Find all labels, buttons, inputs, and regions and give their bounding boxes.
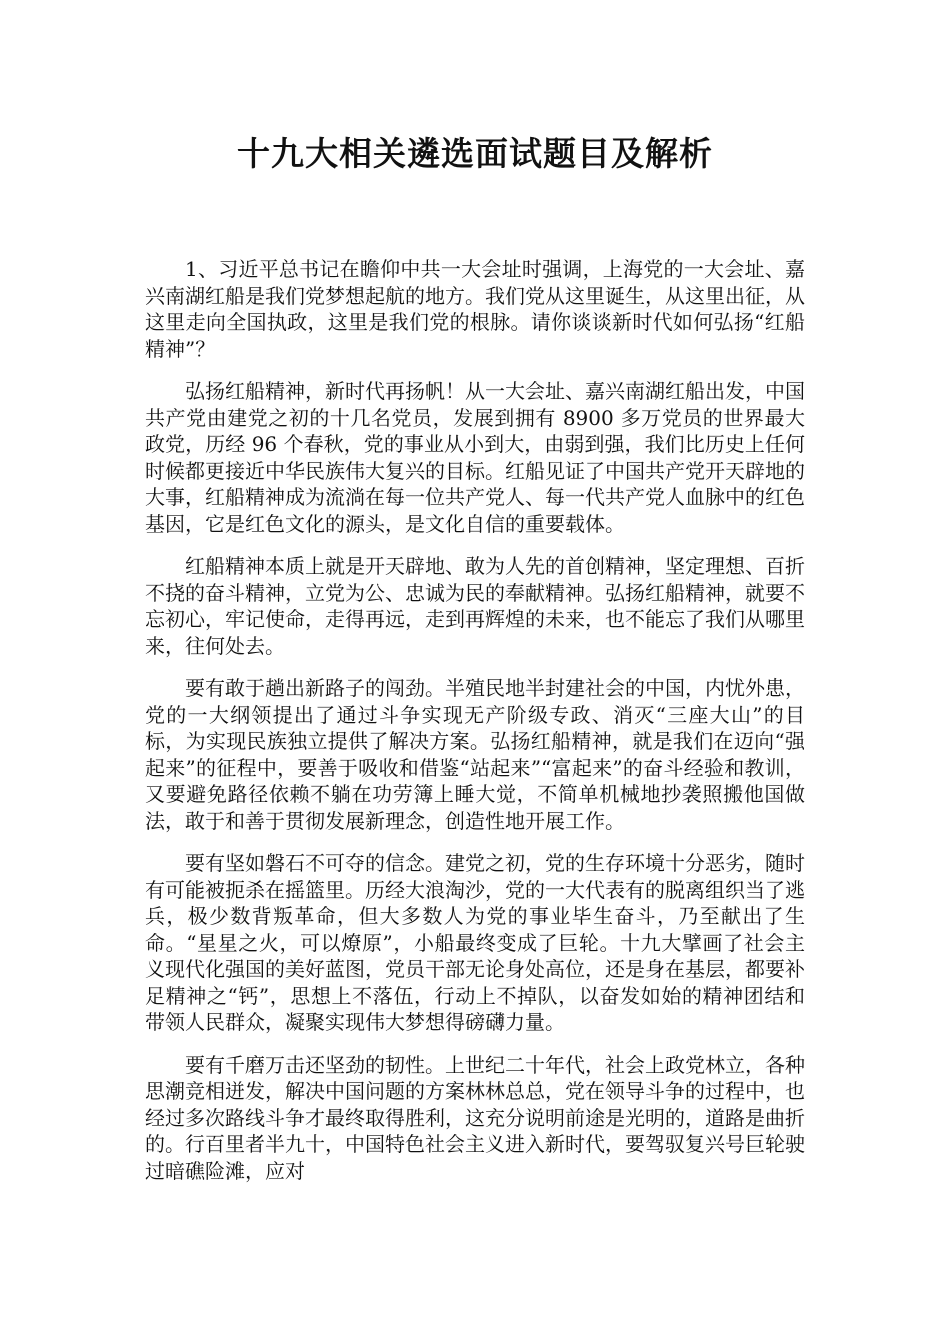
- document-title: 十九大相关遴选面试题目及解析: [237, 134, 713, 173]
- document-body: [145, 256, 805, 1200]
- paragraph: 要有千磨万击还坚劲的韧性。上世纪二十年代，社会上政党林立，各种思潮竞相迸发，解决中国问题的方案林林总总，党在领导斗争的过程中，也经过多次路线斗争才最终取得胜利，这充分说明前途是光明的，道路是曲折的。行百里者半九十，中国特色社会主义进入新时代，要驾驭复兴号巨轮驶过暗礁险滩，应对: [145, 1052, 805, 1183]
- paragraph-question: 1、习近平总书记在瞻仰中共一大会址时强调，上海党的一大会址、嘉兴南湖红船是我们党梦想起航的地方。我们党从这里诞生，从这里出征，从这里走向全国执政，这里是我们党的根脉。请你谈谈新时代如何弘扬“红船精神”？: [145, 257, 805, 361]
- paragraph: 要有敢于趟出新路子的闯劲。半殖民地半封建社会的中国，内忧外患，党的一大纲领提出了通过斗争实现无产阶级专政、消灭“三座大山”的目标，为实现民族独立提供了解决方案。弘扬红船精神，就是我们在迈向“强起来”的征程中，要善于吸收和借鉴“站起来”“富起来”的奋斗经验和教训，又要避免路径依赖不躺在功劳簿上睡大觉，不简单机械地抄袭照搬他国做法，敢于和善于贯彻发展新理念，创造性地开展工作。: [145, 676, 805, 833]
- paragraph: 要有坚如磐石不可夺的信念。建党之初，党的生存环境十分恶劣，随时有可能被扼杀在摇篮里。历经大浪淘沙，党的一大代表有的脱离组织当了逃兵，极少数背叛革命，但大多数人为党的事业毕生奋斗，乃至献出了生命。“星星之火，可以燎原”，小船最终变成了巨轮。十九大擘画了社会主义现代化强国的美好蓝图，党员干部无论身处高位，还是身在基层，都要补足精神之“钙”，思想上不落伍，行动上不掉队，以奋发如始的精神团结和带领人民群众，凝聚实现伟大梦想得磅礴力量。: [145, 851, 805, 1034]
- paragraph: 弘扬红船精神，新时代再扬帆！从一大会址、嘉兴南湖红船出发，中国共产党由建党之初的十几名党员，发展到拥有 8900 多万党员的世界最大政党，历经 96 个春秋，党的事业从小到大，由弱到强，我们比历史上任何时候都更接近中华民族伟大复兴的目标。红船见证了中国共产党开天辟地的大事，红船精神成为流淌在每一位共产党人、每一代共产党人血脉中的红色基因，它是红色文化的源头，是文化自信的重要载体。: [145, 379, 805, 536]
- paragraph: 红船精神本质上就是开天辟地、敢为人先的首创精神，坚定理想、百折不挠的奋斗精神，立党为公、忠诚为民的奉献精神。弘扬红船精神，就要不忘初心，牢记使命，走得再远，走到再辉煌的未来，也不能忘了我们从哪里来，往何处去。: [145, 554, 805, 658]
